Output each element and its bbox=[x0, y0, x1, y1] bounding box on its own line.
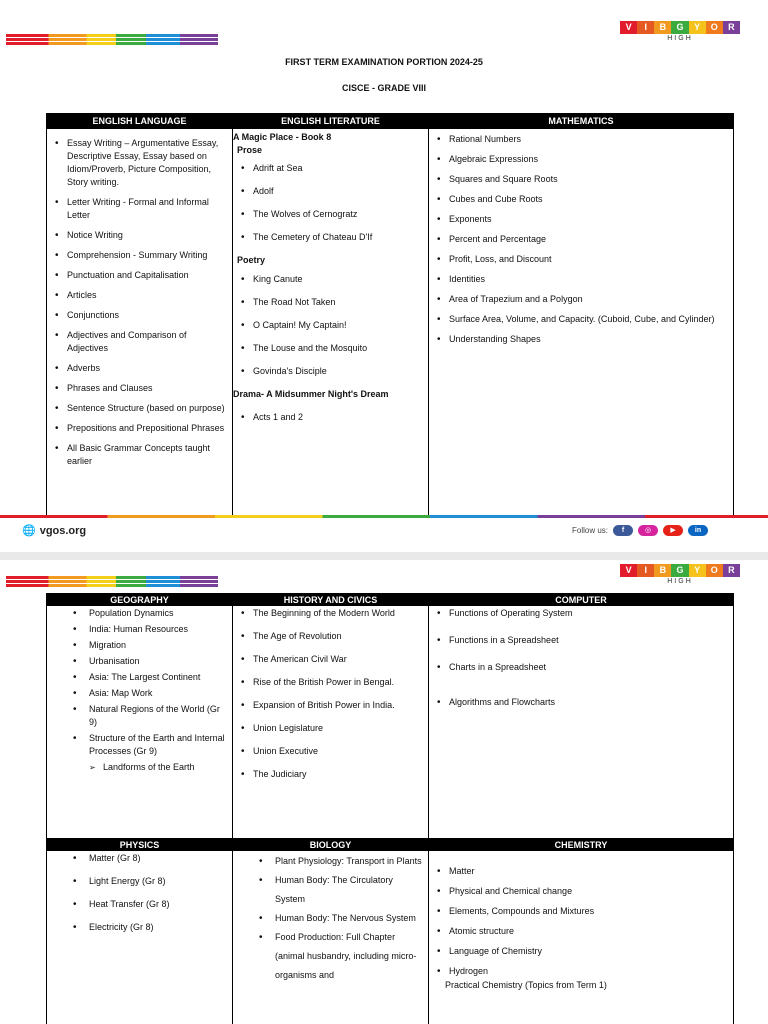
list-item: • Area of Trapezium and a Polygon bbox=[433, 293, 729, 306]
list-item: • Rational Numbers bbox=[433, 133, 729, 146]
logo-letter: V bbox=[620, 564, 637, 577]
history-civics-cell bbox=[233, 606, 429, 839]
list-item: • Sentence Structure (based on purpose) bbox=[51, 402, 228, 415]
chemistry-cell bbox=[429, 851, 734, 1024]
list-item: • Conjunctions bbox=[51, 309, 228, 322]
list-item: • Functions of Operating System bbox=[433, 607, 729, 620]
header-chemistry: CHEMISTRY bbox=[429, 839, 734, 851]
logo-letter: Y bbox=[689, 21, 706, 34]
page-2 bbox=[0, 560, 768, 1024]
list-item: • Govinda's Disciple bbox=[237, 365, 424, 378]
mathematics-list bbox=[433, 133, 729, 346]
list-item: • Population Dynamics bbox=[51, 607, 228, 620]
computer-cell bbox=[429, 606, 734, 839]
logo-letter: Y bbox=[689, 564, 706, 577]
logo-letter: B bbox=[654, 564, 671, 577]
list-item: • Charts in a Spreadsheet bbox=[433, 661, 729, 674]
vibgyor-logo bbox=[620, 564, 740, 585]
list-item: • The Judiciary bbox=[237, 768, 424, 781]
list-item: • Heat Transfer (Gr 8) bbox=[51, 898, 228, 911]
list-item: • Letter Writing - Formal and Informal Letter bbox=[51, 196, 228, 222]
physics-list bbox=[51, 852, 228, 934]
list-item: • The Road Not Taken bbox=[237, 296, 424, 309]
list-item: • Algebraic Expressions bbox=[433, 153, 729, 166]
drama-heading: Drama- A Midsummer Night's Dream bbox=[233, 389, 389, 399]
list-item: • India: Human Resources bbox=[51, 623, 228, 636]
list-item: • Adjectives and Comparison of Adjectives bbox=[51, 329, 228, 355]
header-color-stripes bbox=[6, 34, 218, 46]
list-item: • Profit, Loss, and Discount bbox=[433, 253, 729, 266]
logo-letter: O bbox=[706, 21, 723, 34]
list-item: • Structure of the Earth and Internal Processes (Gr 9) bbox=[51, 732, 228, 758]
portion-table-languages-maths bbox=[46, 113, 734, 517]
english-language-list bbox=[51, 137, 228, 468]
list-item: • Understanding Shapes bbox=[433, 333, 729, 346]
logo-letter: G bbox=[671, 564, 688, 577]
list-item: • Notice Writing bbox=[51, 229, 228, 242]
list-item: • Comprehension - Summary Writing bbox=[51, 249, 228, 262]
list-item: • King Canute bbox=[237, 273, 424, 286]
list-item: • Asia: The Largest Continent bbox=[51, 671, 228, 684]
list-item: • O Captain! My Captain! bbox=[237, 319, 424, 332]
logo-letter: R bbox=[723, 21, 740, 34]
youtube-icon[interactable]: ▶ bbox=[663, 525, 683, 536]
logo-letters bbox=[620, 564, 740, 577]
list-item: • The Wolves of Cernogratz bbox=[237, 208, 424, 221]
poetry-heading: Poetry bbox=[237, 255, 266, 265]
list-item: • Surface Area, Volume, and Capacity. (Cuboid, Cube, and Cylinder) bbox=[433, 313, 729, 326]
list-item: • Essay Writing – Argumentative Essay, Descriptive Essay, Essay based on Idiom/Proverb, Picture Composition, Story writing. bbox=[51, 137, 228, 189]
list-item: • Plant Physiology: Transport in Plants bbox=[237, 852, 424, 871]
list-item: • Food Production: Full Chapter (animal husbandry, including micro-organisms and bbox=[237, 928, 424, 985]
prose-list bbox=[237, 162, 424, 244]
poetry-list bbox=[237, 273, 424, 378]
chemistry-list bbox=[433, 865, 729, 978]
list-item: • Adolf bbox=[237, 185, 424, 198]
instagram-icon[interactable]: ◎ bbox=[638, 525, 658, 536]
list-item: • Matter (Gr 8) bbox=[51, 852, 228, 865]
list-item: • The Beginning of the Modern World bbox=[237, 607, 424, 620]
logo-letter: I bbox=[637, 21, 654, 34]
logo-subtitle: HIGH bbox=[667, 35, 693, 42]
history-civics-list bbox=[237, 607, 424, 781]
english-language-cell bbox=[47, 129, 233, 517]
list-item: • Human Body: The Nervous System bbox=[237, 909, 424, 928]
page-gap bbox=[0, 552, 768, 560]
list-item: • Phrases and Clauses bbox=[51, 382, 228, 395]
document-title: FIRST TERM EXAMINATION PORTION 2024-25 bbox=[285, 57, 483, 67]
logo-letter: B bbox=[654, 21, 671, 34]
header-computer: COMPUTER bbox=[429, 594, 734, 606]
header-physics: PHYSICS bbox=[47, 839, 233, 851]
list-item: • Cubes and Cube Roots bbox=[433, 193, 729, 206]
logo-letter: G bbox=[671, 21, 688, 34]
header-english-language: ENGLISH LANGUAGE bbox=[47, 114, 233, 129]
list-item: • All Basic Grammar Concepts taught earlier bbox=[51, 442, 228, 468]
logo-subtitle: HIGH bbox=[667, 578, 693, 585]
portion-table-social-computer bbox=[46, 593, 734, 1024]
website-link[interactable]: 🌐 vgos.org bbox=[22, 525, 87, 537]
header-english-literature: ENGLISH LITERATURE bbox=[233, 114, 429, 129]
list-item: • The Age of Revolution bbox=[237, 630, 424, 643]
list-item: • Asia: Map Work bbox=[51, 687, 228, 700]
english-literature-cell bbox=[233, 129, 429, 517]
logo-letter: I bbox=[637, 564, 654, 577]
list-item: • Exponents bbox=[433, 213, 729, 226]
biology-list bbox=[237, 852, 424, 985]
footer-color-stripe bbox=[0, 515, 768, 518]
drama-list bbox=[237, 411, 424, 424]
physics-cell bbox=[47, 851, 233, 1024]
biology-cell bbox=[233, 851, 429, 1024]
list-item: • Matter bbox=[433, 865, 729, 878]
vibgyor-logo bbox=[620, 21, 740, 42]
prose-heading: Prose bbox=[237, 145, 263, 155]
list-item: • Light Energy (Gr 8) bbox=[51, 875, 228, 888]
geography-cell bbox=[47, 606, 233, 839]
document-subtitle: CISCE - GRADE VIII bbox=[341, 83, 426, 93]
list-item: • Elements, Compounds and Mixtures bbox=[433, 905, 729, 918]
follow-us: Follow us: f ◎ ▶ in bbox=[572, 525, 708, 536]
header-history-civics: HISTORY AND CIVICS bbox=[233, 594, 429, 606]
list-item: • Atomic structure bbox=[433, 925, 729, 938]
list-item: • Identities bbox=[433, 273, 729, 286]
geography-sub-item: ➢ Landforms of the Earth bbox=[51, 761, 228, 774]
list-item: • Acts 1 and 2 bbox=[237, 411, 424, 424]
list-item: • Migration bbox=[51, 639, 228, 652]
logo-letters bbox=[620, 21, 740, 34]
list-item: • The Cemetery of Chateau D'If bbox=[237, 231, 424, 244]
mathematics-cell bbox=[429, 129, 734, 517]
logo-letter: R bbox=[723, 564, 740, 577]
list-item: • Prepositions and Prepositional Phrases bbox=[51, 422, 228, 435]
list-item: • Functions in a Spreadsheet bbox=[433, 634, 729, 647]
logo-letter: O bbox=[706, 564, 723, 577]
chemistry-practical-note: Practical Chemistry (Topics from Term 1) bbox=[445, 980, 607, 990]
list-item: • Squares and Square Roots bbox=[433, 173, 729, 186]
header-biology: BIOLOGY bbox=[233, 839, 429, 851]
facebook-icon[interactable]: f bbox=[613, 525, 633, 536]
list-item: • Language of Chemistry bbox=[433, 945, 729, 958]
linkedin-icon[interactable]: in bbox=[688, 525, 708, 536]
list-item: • Punctuation and Capitalisation bbox=[51, 269, 228, 282]
list-item: • Adverbs bbox=[51, 362, 228, 375]
list-item: • Expansion of British Power in India. bbox=[237, 699, 424, 712]
logo-letter: V bbox=[620, 21, 637, 34]
list-item: • The Louse and the Mosquito bbox=[237, 342, 424, 355]
header-color-stripes bbox=[6, 576, 218, 588]
list-item: • The American Civil War bbox=[237, 653, 424, 666]
list-item: • Electricity (Gr 8) bbox=[51, 921, 228, 934]
list-item: • Algorithms and Flowcharts bbox=[433, 696, 729, 709]
list-item: • Natural Regions of the World (Gr 9) bbox=[51, 703, 228, 729]
page-footer-1 bbox=[0, 515, 768, 537]
computer-list bbox=[433, 607, 729, 709]
list-item: • Percent and Percentage bbox=[433, 233, 729, 246]
list-item: • Adrift at Sea bbox=[237, 162, 424, 175]
header-geography: GEOGRAPHY bbox=[47, 594, 233, 606]
geography-list bbox=[51, 607, 228, 758]
list-item: • Rise of the British Power in Bengal. bbox=[237, 676, 424, 689]
globe-icon: 🌐 bbox=[22, 525, 36, 537]
literature-book-title: A Magic Place - Book 8 bbox=[233, 132, 332, 142]
list-item: • Urbanisation bbox=[51, 655, 228, 668]
list-item: • Hydrogen bbox=[433, 965, 729, 978]
list-item: • Human Body: The Circulatory System bbox=[237, 871, 424, 909]
header-mathematics: MATHEMATICS bbox=[429, 114, 734, 129]
list-item: • Articles bbox=[51, 289, 228, 302]
list-item: • Union Executive bbox=[237, 745, 424, 758]
list-item: • Union Legislature bbox=[237, 722, 424, 735]
list-item: • Physical and Chemical change bbox=[433, 885, 729, 898]
